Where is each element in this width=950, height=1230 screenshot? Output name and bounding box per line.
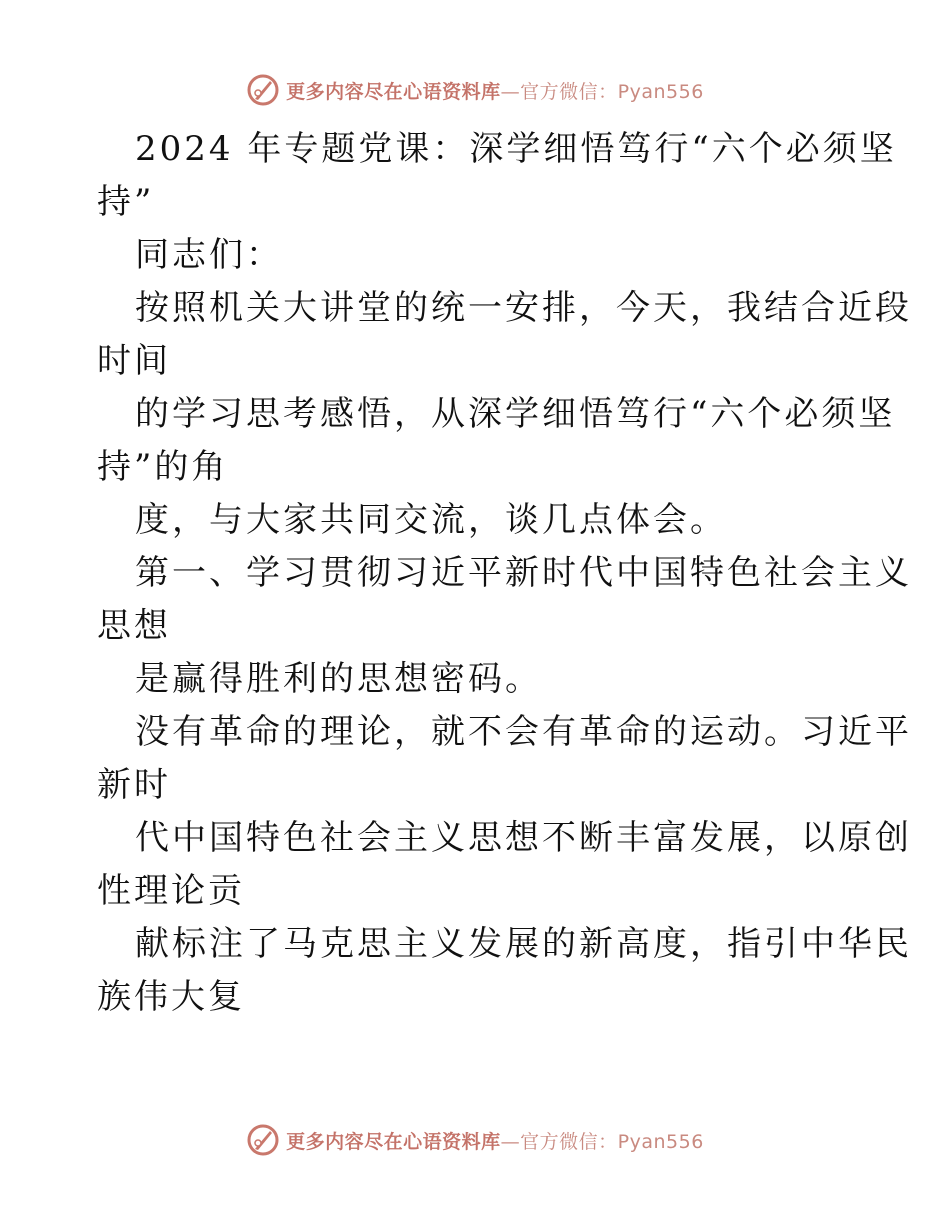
text-line: 的学习思考感悟，从深学细悟笃行“六个必须坚: [135, 394, 896, 434]
text-line: 族伟大复: [97, 977, 245, 1017]
footer-watermark: [0, 1120, 950, 1160]
header-separator: —: [500, 80, 521, 103]
footer-separator: —: [500, 1130, 521, 1153]
quill-logo-icon: [246, 1123, 280, 1157]
footer-watermark-text: [286, 1127, 704, 1154]
text-line: 持”: [97, 182, 155, 222]
text-line: 按照机关大讲堂的统一安排，今天，我结合近段: [135, 288, 912, 328]
text-line: 第一、学习贯彻习近平新时代中国特色社会主义: [135, 553, 912, 593]
text-line: 新时: [97, 765, 171, 805]
text-line: 持”的角: [97, 447, 229, 487]
text-line: 代中国特色社会主义思想不断丰富发展，以原创: [135, 818, 912, 858]
text-line: 献标注了马克思主义发展的新高度，指引中华民: [135, 924, 912, 964]
text-line: 同志们：: [135, 235, 283, 275]
header-brand: 更多内容尽在心语资料库: [286, 80, 501, 103]
header-watermark: [0, 70, 950, 110]
document-body: [97, 123, 912, 1024]
text-line: 没有革命的理论，就不会有革命的运动。习近平: [135, 712, 912, 752]
header-watermark-text: [286, 77, 704, 104]
text-line: 性理论贡: [97, 871, 245, 911]
text-line: 度，与大家共同交流，谈几点体会。: [135, 500, 727, 540]
text-line: 2024 年专题党课：深学细悟笃行“六个必须坚: [135, 129, 897, 169]
footer-contact: 官方微信：Pyan556: [520, 1130, 704, 1153]
header-contact: 官方微信：Pyan556: [520, 80, 704, 103]
text-line: 时间: [97, 341, 171, 381]
text-line: 思想: [97, 606, 171, 646]
footer-brand: 更多内容尽在心语资料库: [286, 1130, 501, 1153]
text-line: 是赢得胜利的思想密码。: [135, 659, 542, 699]
quill-logo-icon: [246, 73, 280, 107]
